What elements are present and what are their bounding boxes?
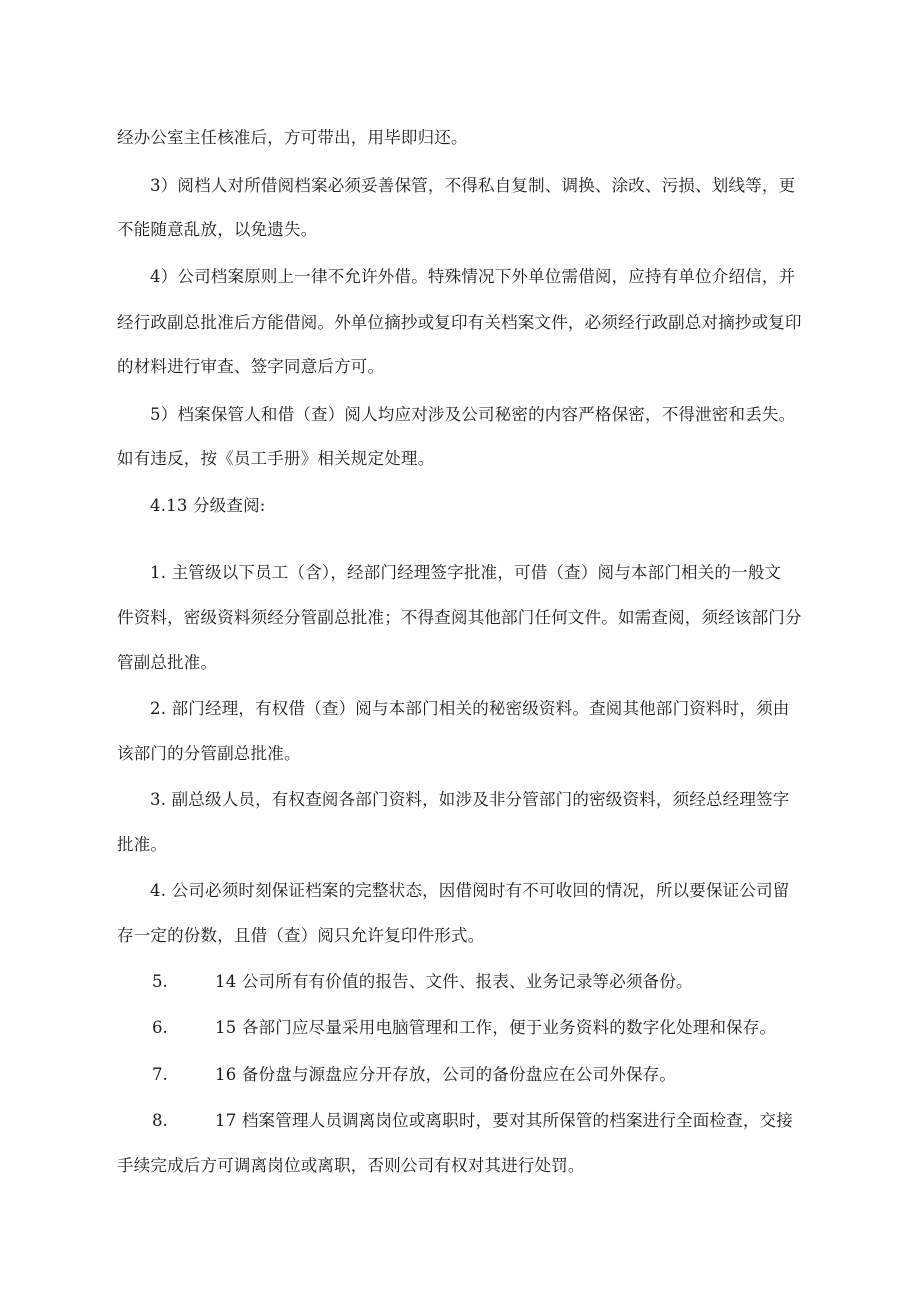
list-item-text: 17 档案管理人员调离岗位或离职时，要对其所保管的档案进行全面检查，交接: [215, 1111, 793, 1130]
paragraph-line: 2. 部门经理，有权借（查）阅与本部门相关的秘密级资料。查阅其他部门资料时，须由: [150, 699, 790, 718]
paragraph-line: 批准。: [117, 835, 168, 854]
list-item-text: 16 备份盘与源盘应分开存放，公司的备份盘应在公司外保存。: [215, 1065, 677, 1084]
paragraph-line: 经办公室主任核准后，方可带出，用毕即归还。: [117, 128, 468, 147]
paragraph-line: 经行政副总批准后方能借阅。外单位摘抄或复印有关档案文件，必须经行政副总对摘抄或复印: [117, 313, 802, 332]
paragraph-line: 4. 公司必须时刻保证档案的完整状态，因借阅时有不可收回的情况，所以要保证公司留: [150, 881, 790, 900]
list-number: 6.: [152, 1018, 168, 1037]
paragraph-line: 存一定的份数，且借（查）阅只允许复印件形式。: [117, 926, 485, 945]
list-item-text: 14 公司所有有价值的报告、文件、报表、业务记录等必须备份。: [215, 972, 693, 991]
section-heading: 4.13 分级查阅:: [150, 496, 266, 515]
list-number: 8.: [152, 1111, 168, 1130]
paragraph-line: 件资料，密级资料须经分管副总批准；不得查阅其他部门任何文件。如需查阅，须经该部门分: [117, 608, 802, 627]
paragraph-line: 5）档案保管人和借（查）阅人均应对涉及公司秘密的内容严格保密，不得泄密和丢失。: [150, 405, 796, 424]
list-number: 7.: [152, 1065, 168, 1084]
paragraph-line: 不能随意乱放，以免遗失。: [117, 220, 318, 239]
paragraph-line: 如有违反，按《员工手册》相关规定处理。: [117, 449, 435, 468]
paragraph-line: 管副总批准。: [117, 653, 218, 672]
paragraph-line: 1. 主管级以下员工（含），经部门经理签字批准，可借（查）阅与本部门相关的一般文: [150, 563, 782, 582]
list-number: 5.: [152, 972, 168, 991]
paragraph-line: 该部门的分管副总批准。: [117, 744, 301, 763]
list-item-text: 15 各部门应尽量采用电脑管理和工作，便于业务资料的数字化处理和保存。: [215, 1018, 777, 1037]
paragraph-line: 的材料进行审查、签字同意后方可。: [117, 357, 385, 376]
paragraph-line: 4）公司档案原则上一律不允许外借。特殊情况下外单位需借阅，应持有单位介绍信，并: [150, 267, 796, 286]
paragraph-line: 3. 副总级人员，有权查阅各部门资料，如涉及非分管部门的密级资料，须经总经理签字: [150, 790, 790, 809]
paragraph-line: 手续完成后方可调离岗位或离职，否则公司有权对其进行处罚。: [117, 1156, 585, 1175]
paragraph-line: 3）阅档人对所借阅档案必须妥善保管，不得私自复制、调换、涂改、污损、划线等，更: [150, 176, 796, 195]
